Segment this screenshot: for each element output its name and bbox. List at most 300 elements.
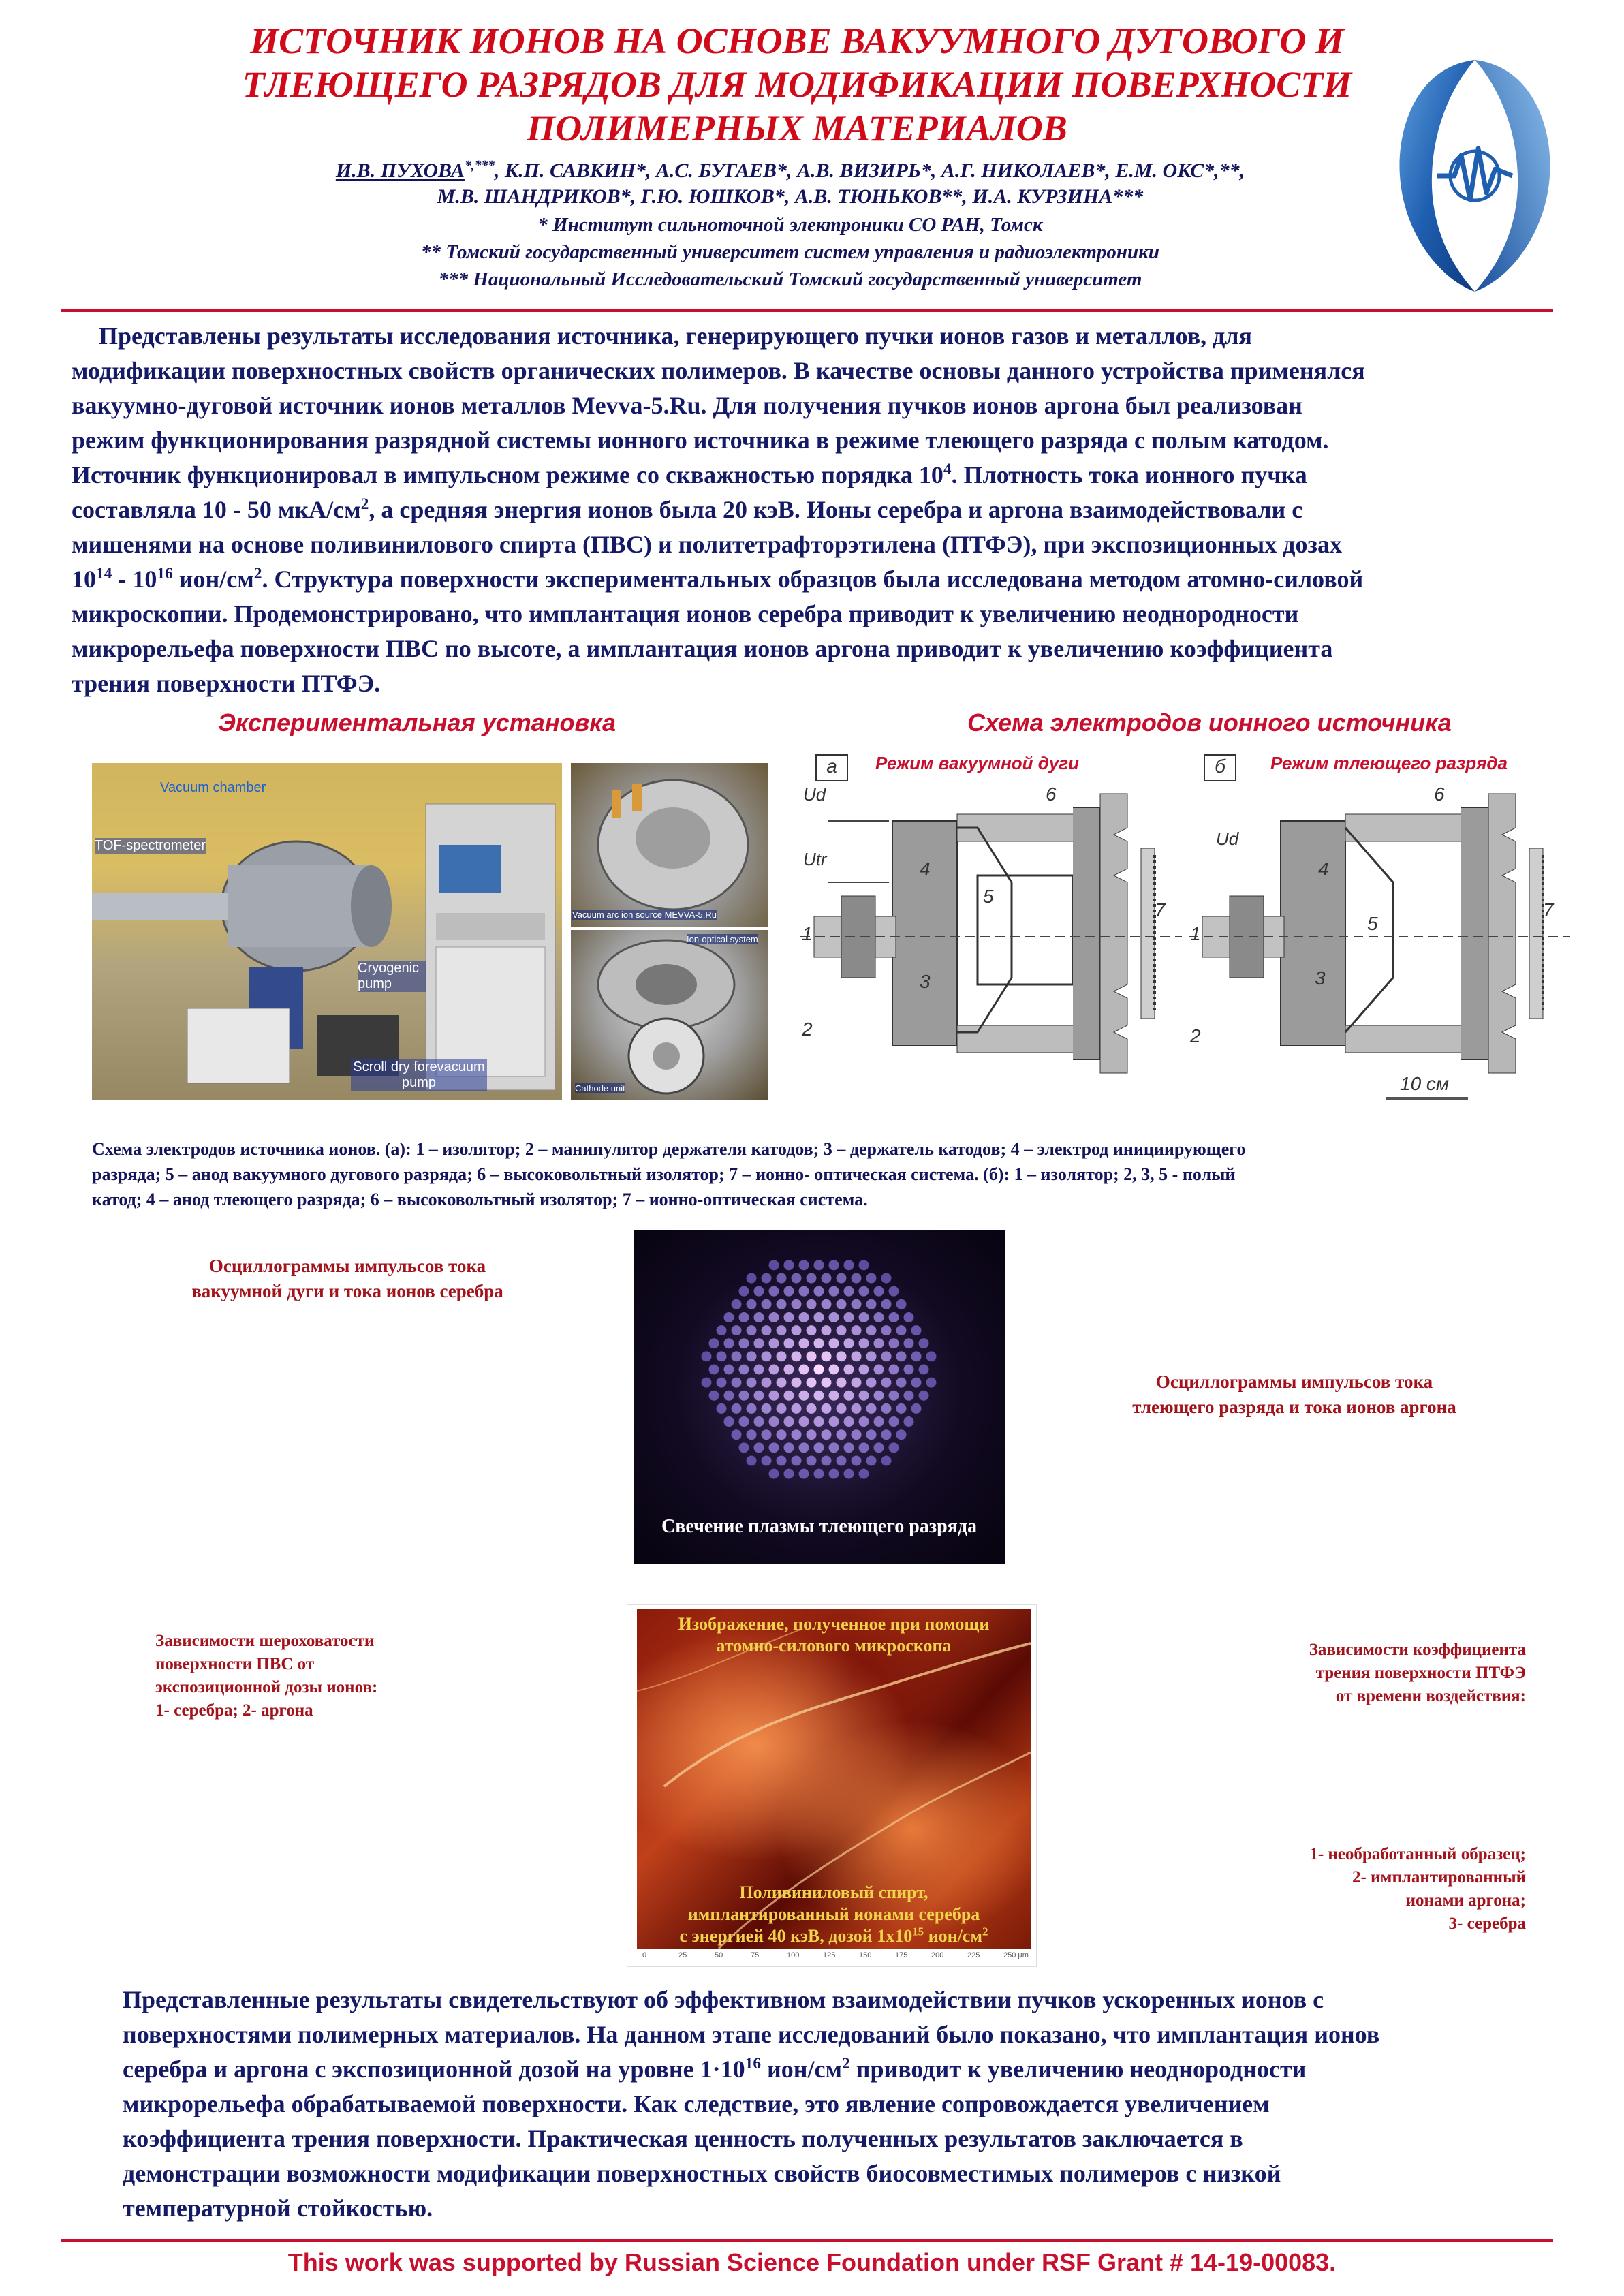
plasma-dot (904, 1365, 914, 1375)
plasma-dot (732, 1403, 742, 1414)
plasma-dot (769, 1312, 779, 1322)
plasma-dot (874, 1338, 884, 1348)
afm-axis-tick: 175 (895, 1951, 908, 1959)
plasma-dot (859, 1312, 869, 1322)
plasma-dot (747, 1455, 757, 1465)
plasma-dot (822, 1455, 832, 1465)
plasma-dot (792, 1429, 802, 1440)
plasma-dot (777, 1455, 787, 1465)
plasma-dot (799, 1416, 809, 1427)
plasma-dot (829, 1365, 839, 1375)
plasma-dot (859, 1286, 869, 1297)
label-num: 5 (983, 886, 994, 907)
caption-line: Зависимости шероховатости (155, 1632, 375, 1650)
plasma-dot (792, 1351, 802, 1361)
plasma-dot (852, 1403, 862, 1414)
scheme-b-mode: Режим тлеющего разряда (1270, 753, 1508, 773)
label-cryogenic: Cryogenic pump (358, 961, 426, 992)
superscript: 16 (157, 565, 173, 583)
caption-line: Осциллограммы импульсов тока (1155, 1371, 1433, 1392)
plasma-dot (837, 1351, 847, 1361)
plasma-dot (859, 1416, 869, 1427)
plasma-dot (702, 1378, 712, 1388)
plasma-dot (829, 1260, 839, 1270)
plasma-dot (754, 1416, 764, 1427)
label-num: 2 (802, 1019, 813, 1040)
friction-legend (1213, 1843, 1526, 1936)
plasma-dot (859, 1469, 869, 1479)
plasma-dot (777, 1299, 787, 1309)
plasma-dot (799, 1442, 809, 1453)
plasma-dot (799, 1312, 809, 1322)
plasma-dot (784, 1391, 794, 1401)
plasma-dot (799, 1469, 809, 1479)
plasma-dot (866, 1351, 877, 1361)
plasma-dot (881, 1299, 892, 1309)
afm-axis-tick: 100 (787, 1951, 800, 1959)
label-num: 2 (1190, 1025, 1201, 1046)
caption-line: имплантированный ионами серебра (687, 1904, 980, 1924)
plasma-dot (822, 1403, 832, 1414)
plasma-dot (837, 1273, 847, 1284)
plasma-dot (866, 1455, 877, 1465)
setup-photo (92, 763, 562, 1100)
caption-line: атомно-силового микроскопа (716, 1636, 952, 1656)
superscript: 2 (253, 565, 262, 583)
authors-line-1: , К.П. САВКИН*, А.С. БУГАЕВ*, А.В. ВИЗИРЬ*, А.Г. НИКОЛАЕВ*, Е.М. ОКС*,**, (494, 159, 1245, 182)
plasma-dot (762, 1429, 772, 1440)
plasma-dot (792, 1403, 802, 1414)
label-scroll: Scroll dry forevacuum pump (351, 1059, 487, 1091)
title-line-1: ИСТОЧНИК ИОНОВ НА ОСНОВЕ ВАКУУМНОГО ДУГОВОГО И (250, 20, 1344, 61)
plasma-dot (866, 1403, 877, 1414)
abstract-line: режим функционирования разрядной системы ионного источника в режиме тлеющего разряда с полым катодом. (72, 426, 1329, 454)
plasma-dot (769, 1416, 779, 1427)
label-num: 7 (1543, 899, 1554, 920)
caption-line: ион/см (924, 1926, 983, 1946)
plasma-dot (807, 1403, 817, 1414)
plasma-dot (747, 1429, 757, 1440)
plasma-dot (889, 1416, 899, 1427)
plasma-dot (881, 1273, 892, 1284)
setup-heading: Экспериментальная установка (218, 709, 616, 736)
plasma-dot (837, 1403, 847, 1414)
caption-line: Осциллограммы импульсов тока (208, 1256, 486, 1276)
plasma-dot (837, 1378, 847, 1388)
label-num: 5 (1367, 913, 1378, 934)
abstract-line: вакуумно-дуговой источник ионов металлов Mevva-5.Ru. Для получения пучков ионов аргона был реализован (72, 392, 1302, 419)
plasma-dot (852, 1273, 862, 1284)
authors (259, 158, 1322, 210)
plasma-dot (852, 1429, 862, 1440)
plasma-dot (792, 1455, 802, 1465)
plasma-dot (829, 1469, 839, 1479)
label-num: 3 (1315, 967, 1326, 989)
plasma-dot (889, 1286, 899, 1297)
plasma-dot (844, 1260, 854, 1270)
plasma-dot (866, 1378, 877, 1388)
label-cathode: Cathode unit (575, 1083, 625, 1093)
plasma-dot (762, 1403, 772, 1414)
plasma-dot (866, 1273, 877, 1284)
caption-line: поверхности ПВС от (155, 1655, 315, 1673)
plasma-dot (859, 1442, 869, 1453)
plasma-dot (874, 1416, 884, 1427)
plasma-dot (739, 1338, 749, 1348)
caption-line: 1- серебра; 2- аргона (155, 1701, 313, 1720)
plasma-dot (881, 1429, 892, 1440)
plasma-dot (807, 1429, 817, 1440)
plasma-dot (837, 1429, 847, 1440)
abstract-line: составляла 10 - 50 мкА/см (72, 496, 361, 523)
plasma-dot (724, 1338, 734, 1348)
plasma-dot (717, 1351, 727, 1361)
superscript: 2 (982, 1925, 988, 1938)
plasma-dot (777, 1429, 787, 1440)
footer-divider (61, 2239, 1553, 2242)
header-divider (61, 309, 1553, 312)
plasma-dot (747, 1273, 757, 1284)
plasma-dot (889, 1442, 899, 1453)
plasma-dot (852, 1378, 862, 1388)
plasma-dot (754, 1365, 764, 1375)
plasma-dot (762, 1299, 772, 1309)
plasma-dot (874, 1286, 884, 1297)
scheme-caption-line: катод; 4 – анод тлеющего разряда; 6 – высоковольтный изолятор; 7 – ионно-оптическая система. (92, 1190, 868, 1209)
plasma-dot (844, 1416, 854, 1427)
abstract-line: микроскопии. Продемонстрировано, что имплантация ионов серебра приводит к увеличению неоднородности (72, 600, 1299, 627)
plasma-glow-photo (634, 1230, 1005, 1564)
institute-logo (1390, 53, 1560, 298)
caption-line: ионами аргона; (1405, 1891, 1526, 1910)
conclusion-line: коэффициента трения поверхности. Практическая ценность полученных результатов заключается в (123, 2125, 1243, 2152)
plasma-dot (904, 1338, 914, 1348)
plasma-dot (754, 1312, 764, 1322)
superscript: 14 (96, 565, 112, 583)
plasma-dot (814, 1286, 824, 1297)
plasma-dot (747, 1351, 757, 1361)
mevva-photo (571, 763, 768, 927)
scheme-a-utr: Utr (803, 849, 827, 869)
plasma-dot (822, 1273, 832, 1284)
plasma-dot (926, 1351, 937, 1361)
abstract-line: . Структура поверхности экспериментальных образцов была исследована методом атомно-силовой (262, 565, 1364, 593)
plasma-dot (777, 1325, 787, 1335)
plasma-dot (911, 1351, 922, 1361)
plasma-dot (814, 1469, 824, 1479)
superscript: 2 (842, 2055, 850, 2073)
label-num: 4 (1318, 858, 1329, 880)
plasma-dot (739, 1391, 749, 1401)
plasma-dot (829, 1391, 839, 1401)
caption-line: 1- необработанный образец; (1309, 1845, 1526, 1863)
scheme-b-tag: б (1204, 754, 1236, 781)
plasma-dot (784, 1338, 794, 1348)
plasma-dot (881, 1325, 892, 1335)
plasma-dot (874, 1442, 884, 1453)
abstract-line: . Плотность тока ионного пучка (951, 461, 1307, 488)
ion-optics-photo (571, 930, 768, 1100)
label-tof: TOF-spectrometer (95, 838, 206, 853)
plasma-dot (784, 1286, 794, 1297)
plasma-dot (896, 1351, 907, 1361)
label-num: 7 (1155, 899, 1166, 920)
plasma-dot (837, 1455, 847, 1465)
affiliation-1: * Институт сильноточной электроники СО РАН, Томск (537, 214, 1043, 236)
title-line-3: ПОЛИМЕРНЫХ МАТЕРИАЛОВ (527, 108, 1067, 149)
plasma-dot (881, 1455, 892, 1465)
conclusion-line: температурной стойкостью. (123, 2194, 433, 2222)
plasma-dot (859, 1391, 869, 1401)
caption-line: вакуумной дуги и тока ионов серебра (191, 1281, 503, 1301)
label-vacuum-chamber: Vacuum chamber (160, 780, 266, 795)
plasma-dot (829, 1416, 839, 1427)
afm-axis-tick: 75 (751, 1951, 760, 1959)
scheme-a-ud: Ud (803, 784, 826, 805)
funding-acknowledgement: This work was supported by Russian Science Foundation under RSF Grant # 14-19-00083. (287, 2248, 1337, 2276)
caption-line: с энергией 40 кэВ, дозой 1х10 (679, 1926, 913, 1946)
plasma-dot (844, 1365, 854, 1375)
plasma-dot (807, 1378, 817, 1388)
afm-axis-tick: 200 (931, 1951, 944, 1959)
label-num: 1 (1190, 923, 1201, 944)
caption-line: 3- серебра (1448, 1914, 1526, 1933)
scale-bar (1386, 1097, 1468, 1100)
caption-line: тлеющего разряда и тока ионов аргона (1132, 1397, 1456, 1417)
abstract-line: - 10 (112, 565, 157, 593)
scheme-heading: Схема электродов ионного источника (967, 709, 1452, 736)
friction-caption (1260, 1639, 1526, 1708)
plasma-dot (844, 1338, 854, 1348)
superscript: 4 (943, 461, 952, 478)
plasma-dot (859, 1365, 869, 1375)
plasma-dot (732, 1429, 742, 1440)
plasma-dot (724, 1312, 734, 1322)
affiliation-3: *** Национальный Исследовательский Томский государственный университет (438, 268, 1142, 290)
osc-glow-caption (1104, 1369, 1485, 1420)
abstract-line: трения поверхности ПТФЭ. (72, 670, 381, 697)
plasma-dot (896, 1378, 907, 1388)
abstract-line: , а средняя энергия ионов была 20 кэВ. Ионы серебра и аргона взаимодействовали с (369, 496, 1303, 523)
plasma-dot (792, 1325, 802, 1335)
plasma-dot (844, 1312, 854, 1322)
plasma-dot (814, 1391, 824, 1401)
plasma-dot (762, 1273, 772, 1284)
scheme-caption-line: разряда; 5 – анод вакуумного дугового разряда; 6 – высоковольтный изолятор; 7 – ионно- оптическая система. (б): 1 – изолятор; 2, 3, 5 - полый (92, 1164, 1236, 1184)
scheme-b-drawing (1189, 780, 1570, 1107)
plasma-dot (874, 1391, 884, 1401)
label-ion-optical: Ion-optical system (687, 934, 758, 944)
plasma-dot (754, 1286, 764, 1297)
plasma-dot (881, 1378, 892, 1388)
scheme-a-mode: Режим вакуумной дуги (875, 753, 1080, 773)
plasma-dot (739, 1442, 749, 1453)
plasma-dot (889, 1312, 899, 1322)
abstract (72, 319, 1591, 701)
abstract-line: мишенями на основе поливинилового спирта (ПВС) и политетрафторэтилена (ПТФЭ), при экспозиционных дозах (72, 531, 1342, 558)
plasma-dot (754, 1391, 764, 1401)
plasma-dot (769, 1442, 779, 1453)
conclusion-line: ион/см (761, 2055, 843, 2083)
label-num: 3 (920, 971, 931, 992)
scale-label: 10 см (1400, 1073, 1450, 1094)
plasma-dot (732, 1378, 742, 1388)
plasma-dot (702, 1351, 712, 1361)
afm-axis-tick: 50 (715, 1951, 723, 1959)
plasma-dot (799, 1365, 809, 1375)
afm-axis-tick: 0 (642, 1951, 647, 1959)
plasma-dot (911, 1403, 922, 1414)
plasma-dot (829, 1286, 839, 1297)
plasma-dot (844, 1286, 854, 1297)
plasma-dot (777, 1273, 787, 1284)
plasma-dot (747, 1378, 757, 1388)
caption-line: Изображение, полученное при помощи (678, 1614, 990, 1634)
plasma-dot (724, 1416, 734, 1427)
scheme-caption (92, 1136, 1557, 1212)
scheme-b-ud: Ud (1216, 828, 1239, 849)
label-num: 1 (802, 923, 813, 944)
plasma-dot (799, 1286, 809, 1297)
plasma-dot (866, 1325, 877, 1335)
plasma-dot (754, 1442, 764, 1453)
osc-arc-caption (150, 1254, 545, 1304)
plasma-dot (732, 1299, 742, 1309)
plasma-dot (747, 1403, 757, 1414)
plasma-dot (881, 1403, 892, 1414)
plasma-dot (844, 1391, 854, 1401)
plasma-dot (881, 1351, 892, 1361)
scheme-a-tag: а (815, 754, 848, 781)
plasma-dot (837, 1299, 847, 1309)
first-author-marks: *,*** (464, 159, 495, 173)
plasma-dot (732, 1325, 742, 1335)
plasma-dot (784, 1260, 794, 1270)
plasma-dot (792, 1273, 802, 1284)
plasma-dot (747, 1299, 757, 1309)
plasma-dot (769, 1338, 779, 1348)
plasma-dot (732, 1351, 742, 1361)
plasma-dot (777, 1351, 787, 1361)
plasma-dot (769, 1260, 779, 1270)
plasma-dot (829, 1312, 839, 1322)
authors-line-2: М.В. ШАНДРИКОВ*, Г.Ю. ЮШКОВ*, А.В. ТЮНЬКОВ**, И.А. КУРЗИНА*** (437, 185, 1144, 208)
plasma-dot (859, 1260, 869, 1270)
conclusion-line: микрорельефа обрабатываемой поверхности. Как следствие, это явление сопровождается увеличением (123, 2090, 1270, 2117)
plasma-dot (784, 1416, 794, 1427)
plasma-dot (904, 1391, 914, 1401)
plasma-dot (822, 1378, 832, 1388)
plasma-dot (837, 1325, 847, 1335)
caption-line: трения поверхности ПТФЭ (1315, 1664, 1526, 1682)
afm-axis-tick: 25 (678, 1951, 687, 1959)
superscript: 2 (360, 495, 369, 513)
plasma-dot (792, 1299, 802, 1309)
caption-line: экспозиционной дозы ионов: (155, 1678, 378, 1696)
caption-line: Поливиниловый спирт, (739, 1882, 928, 1902)
plasma-dot (866, 1429, 877, 1440)
conclusion-line: Представленные результаты свидетельствуют об эффективном взаимодействии пучков ускоренных ионов с (123, 1986, 1324, 2013)
plasma-dot (822, 1351, 832, 1361)
label-num: 4 (920, 858, 931, 880)
plasma-dot (724, 1391, 734, 1401)
plasma-dot (874, 1365, 884, 1375)
plasma-dot (829, 1338, 839, 1348)
plasma-dot (889, 1391, 899, 1401)
plasma-dot (769, 1469, 779, 1479)
plasma-dot (807, 1351, 817, 1361)
afm-scan (637, 1609, 1031, 1949)
plasma-dot (904, 1312, 914, 1322)
abstract-line: 10 (72, 565, 96, 593)
plasma-dot (896, 1429, 907, 1440)
afm-bottom-caption (637, 1882, 1031, 1947)
plasma-dot (852, 1325, 862, 1335)
plasma-dot (844, 1469, 854, 1479)
plasma-dot (919, 1338, 929, 1348)
plasma-dot (747, 1325, 757, 1335)
plasma-dot (709, 1338, 719, 1348)
plasma-dot (799, 1338, 809, 1348)
plasma-dot (799, 1391, 809, 1401)
plasma-dot (814, 1338, 824, 1348)
plasma-dot (896, 1325, 907, 1335)
caption-line: от времени воздействия: (1335, 1687, 1526, 1705)
plasma-dot (919, 1365, 929, 1375)
conclusion (123, 1983, 1567, 2226)
plasma-dot (784, 1312, 794, 1322)
abstract-line: микрорельефа поверхности ПВС по высоте, а имплантация ионов аргона приводит к увеличению коэффициента (72, 635, 1333, 662)
plasma-dot (889, 1365, 899, 1375)
plasma-dot (814, 1312, 824, 1322)
conclusion-line: приводит к увеличению неоднородности (849, 2055, 1307, 2083)
plasma-dot (762, 1378, 772, 1388)
scheme-a-drawing (800, 780, 1182, 1107)
roughness-caption (155, 1630, 441, 1722)
plasma-dot (807, 1455, 817, 1465)
scheme-caption-line: Схема электродов источника ионов. (а): 1 – изолятор; 2 – манипулятор держателя катодов; 3 – держатель катодов; 4 – электрод инициирующего (92, 1139, 1246, 1159)
plasma-dot (807, 1325, 817, 1335)
plasma-dot (799, 1260, 809, 1270)
afm-axis-tick: 125 (823, 1951, 836, 1959)
plasma-dot (739, 1365, 749, 1375)
plasma-dot (904, 1416, 914, 1427)
conclusion-line: поверхностями полимерных материалов. На данном этапе исследований было показано, что имплантация ионов (123, 2021, 1380, 2048)
plasma-dot (784, 1442, 794, 1453)
abstract-line: Источник функционировал в импульсном режиме со скважностью порядка 10 (72, 461, 943, 488)
plasma-caption: Свечение плазмы тлеющего разряда (661, 1516, 977, 1537)
plasma-dot (814, 1442, 824, 1453)
caption-line: 2- имплантированный (1352, 1868, 1526, 1887)
afm-axis (637, 1951, 1031, 1964)
plasma-dot (822, 1429, 832, 1440)
plasma-dot (777, 1403, 787, 1414)
superscript: 15 (912, 1925, 924, 1938)
caption-line: Зависимости коэффициента (1309, 1641, 1526, 1659)
plasma-dot (911, 1325, 922, 1335)
plasma-dot (769, 1365, 779, 1375)
plasma-dot (739, 1286, 749, 1297)
plasma-dot (709, 1391, 719, 1401)
plasma-dot (739, 1416, 749, 1427)
abstract-line: Представлены результаты исследования источника, генерирующего пучки ионов газов и металлов, для (99, 322, 1253, 350)
plasma-dot (926, 1378, 937, 1388)
superscript: 16 (745, 2055, 762, 2073)
plasma-dot (874, 1312, 884, 1322)
plasma-dot (777, 1378, 787, 1388)
plasma-dot (866, 1299, 877, 1309)
plasma-dot (762, 1351, 772, 1361)
